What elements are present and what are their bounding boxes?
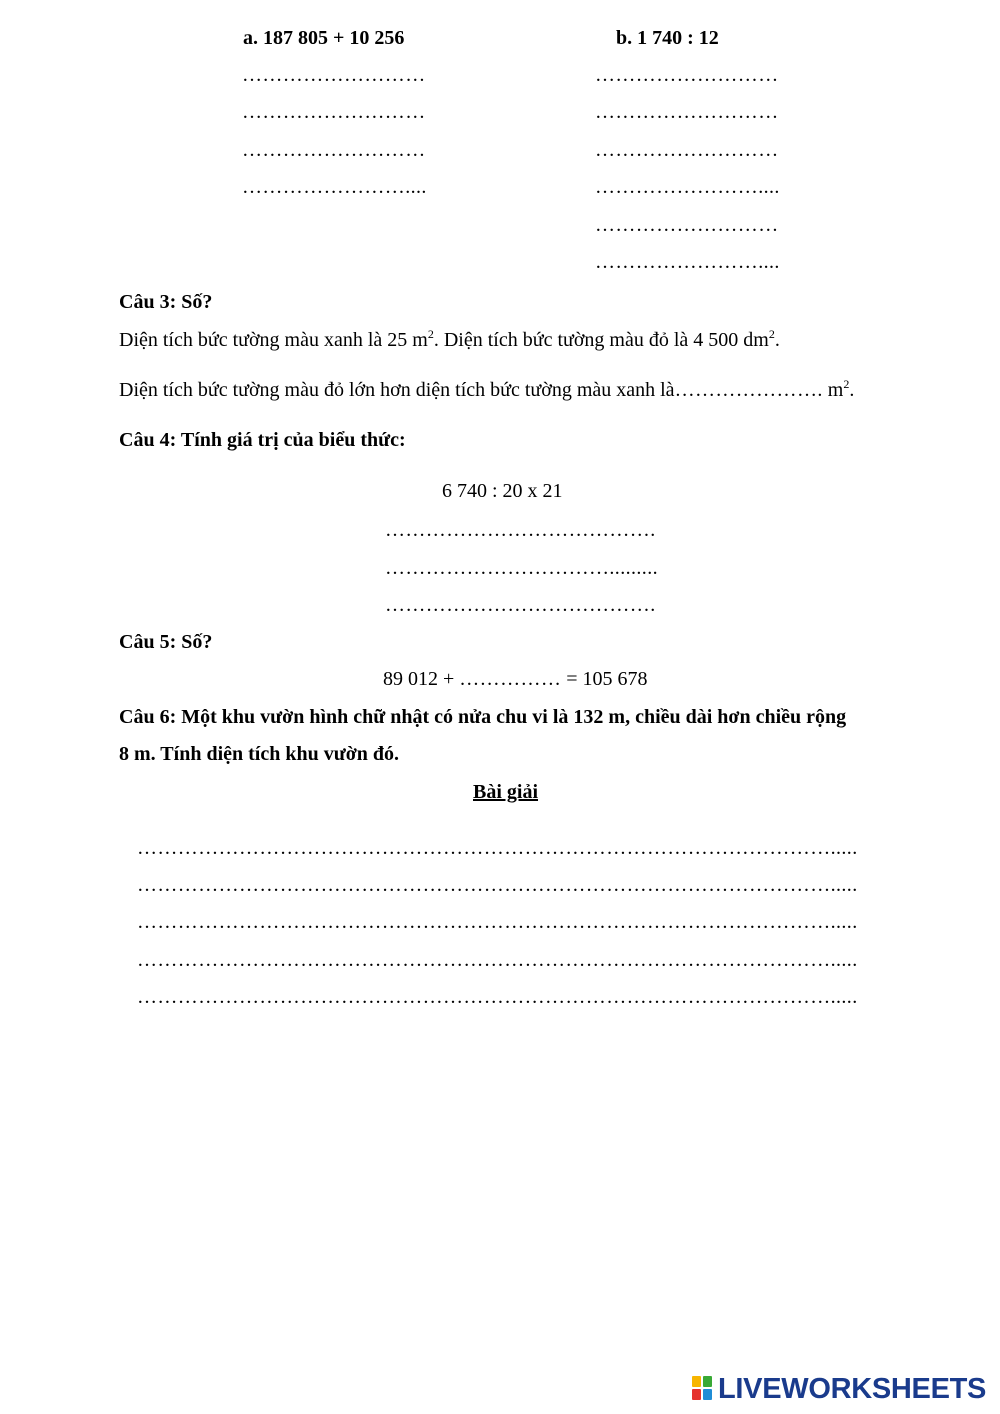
liveworksheets-mark-icon bbox=[692, 1376, 714, 1402]
question-4-expression: 6 740 : 20 x 21 bbox=[442, 480, 563, 502]
liveworksheets-logo-text: LIVEWORKSHEETS bbox=[718, 1372, 987, 1405]
question-3-statement bbox=[119, 327, 780, 351]
answer-line-a-2[interactable]: ……………………… bbox=[242, 101, 426, 123]
question-3-question bbox=[119, 377, 855, 401]
q5-answer-blank[interactable]: …………… bbox=[459, 668, 562, 690]
q3-question-text: Diện tích bức tường màu đỏ lớn hơn diện tích bức tường màu xanh là bbox=[119, 379, 675, 401]
question-5-equation bbox=[383, 669, 648, 689]
question-3-title: Câu 3: Số? bbox=[119, 291, 213, 313]
answer-line-a-1[interactable]: ……………………… bbox=[242, 64, 426, 86]
q3-unit-sup: 2 bbox=[843, 377, 850, 391]
answer-line-b-6[interactable]: …………………….... bbox=[595, 251, 780, 273]
answer-line-b-3[interactable]: ……………………… bbox=[595, 139, 779, 161]
q5-right: = 105 678 bbox=[561, 668, 648, 690]
q5-left: 89 012 + bbox=[383, 668, 460, 690]
q4-answer-line-3[interactable]: …………………………………. bbox=[385, 594, 656, 616]
logo-square-4 bbox=[703, 1389, 712, 1400]
q3-sup-1: 2 bbox=[427, 327, 434, 341]
liveworksheets-logo bbox=[692, 1374, 986, 1404]
question-4-title: Câu 4: Tính giá trị của biểu thức: bbox=[119, 429, 406, 451]
q3-text-2: . Diện tích bức tường màu đỏ là 4 500 dm bbox=[433, 329, 769, 351]
q3-end: . bbox=[849, 379, 855, 401]
answer-line-b-1[interactable]: ……………………… bbox=[595, 64, 779, 86]
answer-line-a-4[interactable]: …………………….... bbox=[242, 176, 427, 198]
q3-answer-blank[interactable]: …………………. bbox=[674, 379, 823, 401]
answer-line-b-2[interactable]: ……………………… bbox=[595, 101, 779, 123]
solution-line-2[interactable]: …………………………………………………………………………………………..... bbox=[137, 874, 858, 896]
q4-answer-line-2[interactable]: ……………………………......... bbox=[385, 557, 658, 579]
solution-line-3[interactable]: …………………………………………………………………………………………..... bbox=[137, 911, 858, 933]
solution-line-1[interactable]: …………………………………………………………………………………………..... bbox=[137, 837, 858, 859]
solution-line-5[interactable]: …………………………………………………………………………………………..... bbox=[137, 986, 858, 1008]
answer-line-b-5[interactable]: ……………………… bbox=[595, 214, 779, 236]
q3-text-3: . bbox=[774, 329, 780, 351]
answer-line-a-3[interactable]: ……………………… bbox=[242, 139, 426, 161]
q3-unit: m bbox=[822, 379, 844, 401]
logo-square-3 bbox=[692, 1389, 701, 1400]
q3-sup-2: 2 bbox=[768, 327, 775, 341]
q3-text-1: Diện tích bức tường màu xanh là 25 m bbox=[119, 329, 428, 351]
problem-b-expression: b. 1 740 : 12 bbox=[616, 27, 719, 49]
logo-square-1 bbox=[692, 1376, 701, 1387]
question-5-title: Câu 5: Số? bbox=[119, 631, 213, 653]
logo-square-2 bbox=[703, 1376, 712, 1387]
solution-heading: Bài giải bbox=[473, 781, 539, 803]
problem-a-expression: a. 187 805 + 10 256 bbox=[243, 27, 405, 49]
solution-line-4[interactable]: …………………………………………………………………………………………..... bbox=[137, 949, 858, 971]
answer-line-b-4[interactable]: …………………….... bbox=[595, 176, 780, 198]
question-6-title-line-2: 8 m. Tính diện tích khu vườn đó. bbox=[119, 743, 400, 765]
question-6-title-line-1: Câu 6: Một khu vườn hình chữ nhật có nửa chu vi là 132 m, chiều dài hơn chiều rộng bbox=[119, 706, 847, 728]
q4-answer-line-1[interactable]: …………………………………. bbox=[385, 519, 656, 541]
